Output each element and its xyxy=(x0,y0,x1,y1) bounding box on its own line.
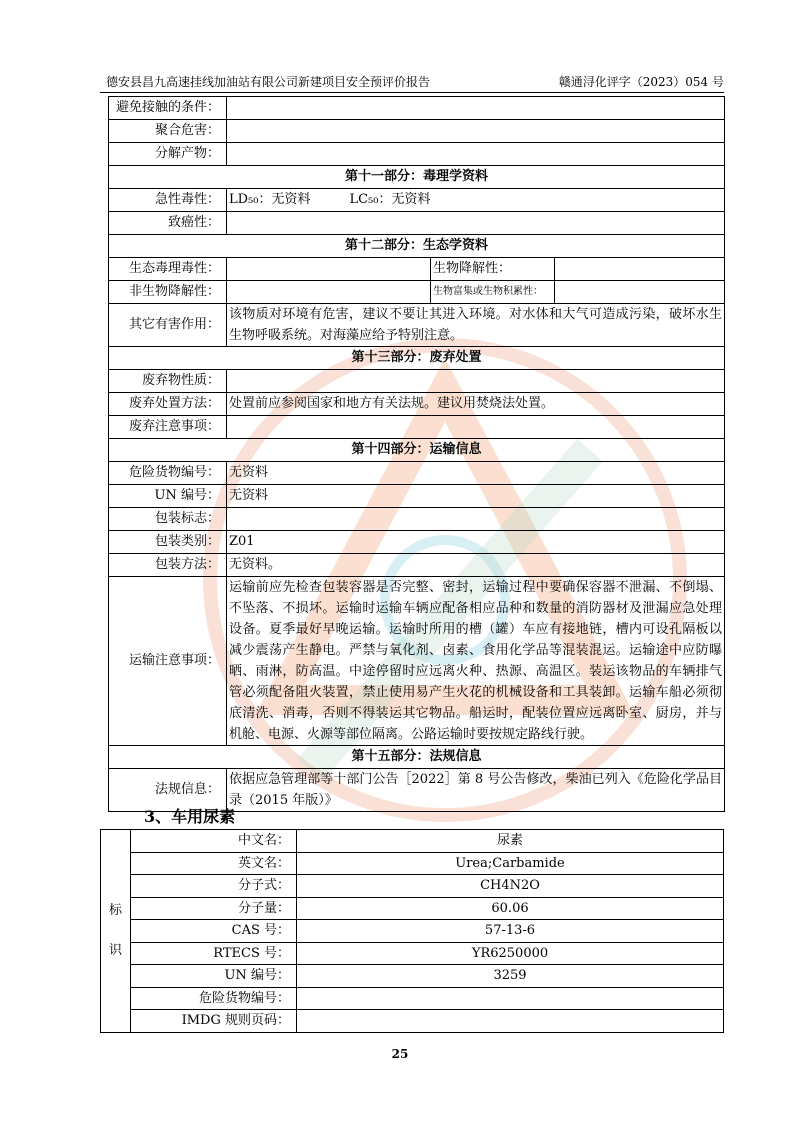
waste-nature-label: 废弃物性质： xyxy=(109,370,227,393)
urea-field-label: CAS 号： xyxy=(131,920,297,943)
section-12-heading: 第十二部分：生态学资料 xyxy=(109,235,725,258)
urea-field-label: 分子式： xyxy=(131,875,297,898)
other-hazards-label: 其它有害作用： xyxy=(109,304,227,347)
urea-field-label: 危险货物编号： xyxy=(131,987,297,1010)
ecotoxicity-label: 生态毒理毒性： xyxy=(109,258,227,281)
table-row xyxy=(109,577,725,746)
table-row xyxy=(109,281,725,304)
page-number: 25 xyxy=(391,1047,409,1061)
bioaccumulation-label: 生物富集或生物积累性： xyxy=(431,281,555,304)
transport-notes-label: 运输注意事项： xyxy=(109,577,227,746)
table-row xyxy=(101,920,724,943)
regulation-info-label: 法规信息： xyxy=(109,769,227,812)
table-row xyxy=(109,304,725,347)
table-row xyxy=(101,852,724,875)
packaging-method-label: 包装方法： xyxy=(109,554,227,577)
urea-field-label: RTECS 号： xyxy=(131,942,297,965)
urea-field-label: 分子量： xyxy=(131,897,297,920)
table-row xyxy=(109,212,725,235)
urea-field-label: 中文名： xyxy=(131,830,297,853)
waste-disposal-value: 处置前应参阅国家和地方有关法规。建议用焚烧法处置。 xyxy=(227,393,725,416)
urea-field-value: 尿素 xyxy=(297,830,724,853)
section-14-heading: 第十四部分：运输信息 xyxy=(109,439,725,462)
urea-field-value: CH4N2O xyxy=(297,875,724,898)
waste-notes-label: 废弃注意事项： xyxy=(109,416,227,439)
urea-field-value: YR6250000 xyxy=(297,942,724,965)
un-number-value: 无资料 xyxy=(227,485,725,508)
table-row xyxy=(109,120,725,143)
table-row xyxy=(101,897,724,920)
packaging-method-value: 无资料。 xyxy=(227,554,725,577)
page-header xyxy=(100,74,724,93)
section-11-heading: 第十一部分：毒理学资料 xyxy=(109,166,725,189)
acute-toxicity-value: LD₅₀：无资料 LC₅₀：无资料 xyxy=(227,189,725,212)
table-row xyxy=(109,143,725,166)
table-row xyxy=(101,830,724,853)
decomposition-products-label: 分解产物： xyxy=(109,143,227,166)
urea-field-value xyxy=(297,1010,724,1033)
urea-field-value: 60.06 xyxy=(297,897,724,920)
table-row xyxy=(109,462,725,485)
non-biodegradability-label: 非生物降解性： xyxy=(109,281,227,304)
urea-field-label: IMDG 规则页码： xyxy=(131,1010,297,1033)
table-row xyxy=(109,416,725,439)
packaging-category-label: 包装类别： xyxy=(109,531,227,554)
identification-side-label: 标 识 xyxy=(101,830,131,1033)
dangerous-goods-number-label: 危险货物编号： xyxy=(109,462,227,485)
urea-field-value: 3259 xyxy=(297,965,724,988)
section-row xyxy=(109,166,725,189)
table-row xyxy=(101,1010,724,1033)
section-row xyxy=(109,347,725,370)
waste-disposal-label: 废弃处置方法： xyxy=(109,393,227,416)
avoid-contact-label: 避免接触的条件： xyxy=(109,97,227,120)
table-row xyxy=(109,393,725,416)
transport-notes-value: 运输前应先检查包装容器是否完整、密封，运输过程中要确保容器不泄漏、不倒塌、不坠落、不损坏。运输时运输车辆应配备相应品种和数量的消防器材及泄漏应急处理设备。夏季最好早晚运输。运输时所用的槽（罐）车应有接地链，槽内可设孔隔板以减少震荡产生静电。严禁与氧化剂、卤素、食用化学品等混装混运。运输途中应防曝晒、雨淋，防高温。中途停留时应远离火种、热源、高温区。装运该物品的车辆排气管必须配备阻火装置，禁止使用易产生火花的机械设备和工具装卸。运输车船必须彻底清洗、消毒，否则不得装运其它物品。船运时，配装位置应远离卧室、厨房，并与机舱、电源、火源等部位隔离。公路运输时要按规定路线行驶。 xyxy=(227,577,725,746)
polymerization-hazard-label: 聚合危害： xyxy=(109,120,227,143)
table-row xyxy=(101,942,724,965)
dangerous-goods-number-value: 无资料 xyxy=(227,462,725,485)
biodegradability-label: 生物降解性： xyxy=(431,258,555,281)
table-row xyxy=(109,189,725,212)
header-report-number: 赣通浔化评字（2023）054 号 xyxy=(558,75,724,89)
packaging-mark-label: 包装标志： xyxy=(109,508,227,531)
urea-section-title: 3、车用尿素 xyxy=(144,807,236,826)
urea-field-value: 57-13-6 xyxy=(297,920,724,943)
table-row xyxy=(101,987,724,1010)
table-row xyxy=(109,258,725,281)
packaging-category-value: Z01 xyxy=(227,531,725,554)
table-row xyxy=(109,370,725,393)
urea-field-value: Urea;Carbamide xyxy=(297,852,724,875)
table-row xyxy=(109,508,725,531)
regulation-info-value: 依据应急管理部等十部门公告［2022］第 8 号公告修改，柴油已列入《危险化学品目录（2015 年版）》 xyxy=(227,769,725,812)
section-row xyxy=(109,235,725,258)
section-row xyxy=(109,746,725,769)
table-row xyxy=(101,965,724,988)
urea-field-value xyxy=(297,987,724,1010)
table-row xyxy=(109,485,725,508)
section-13-heading: 第十三部分：废弃处置 xyxy=(109,347,725,370)
carcinogenicity-label: 致癌性： xyxy=(109,212,227,235)
section-15-heading: 第十五部分：法规信息 xyxy=(109,746,725,769)
table-row xyxy=(109,531,725,554)
urea-field-label: 英文名： xyxy=(131,852,297,875)
table-row xyxy=(109,554,725,577)
urea-identification-table xyxy=(100,829,724,1033)
table-row xyxy=(109,97,725,120)
table-row xyxy=(101,875,724,898)
urea-field-label: UN 编号： xyxy=(131,965,297,988)
other-hazards-value: 该物质对环境有危害，建议不要让其进入环境。对水体和大气可造成污染，破坏水生生物呼吸系统。对海藻应给予特别注意。 xyxy=(227,304,725,347)
header-report-title: 德安县昌九高速挂线加油站有限公司新建项目安全预评价报告 xyxy=(106,75,431,89)
acute-toxicity-label: 急性毒性： xyxy=(109,189,227,212)
section-row xyxy=(109,439,725,462)
msds-table-continued xyxy=(108,96,725,812)
un-number-label: UN 编号： xyxy=(109,485,227,508)
